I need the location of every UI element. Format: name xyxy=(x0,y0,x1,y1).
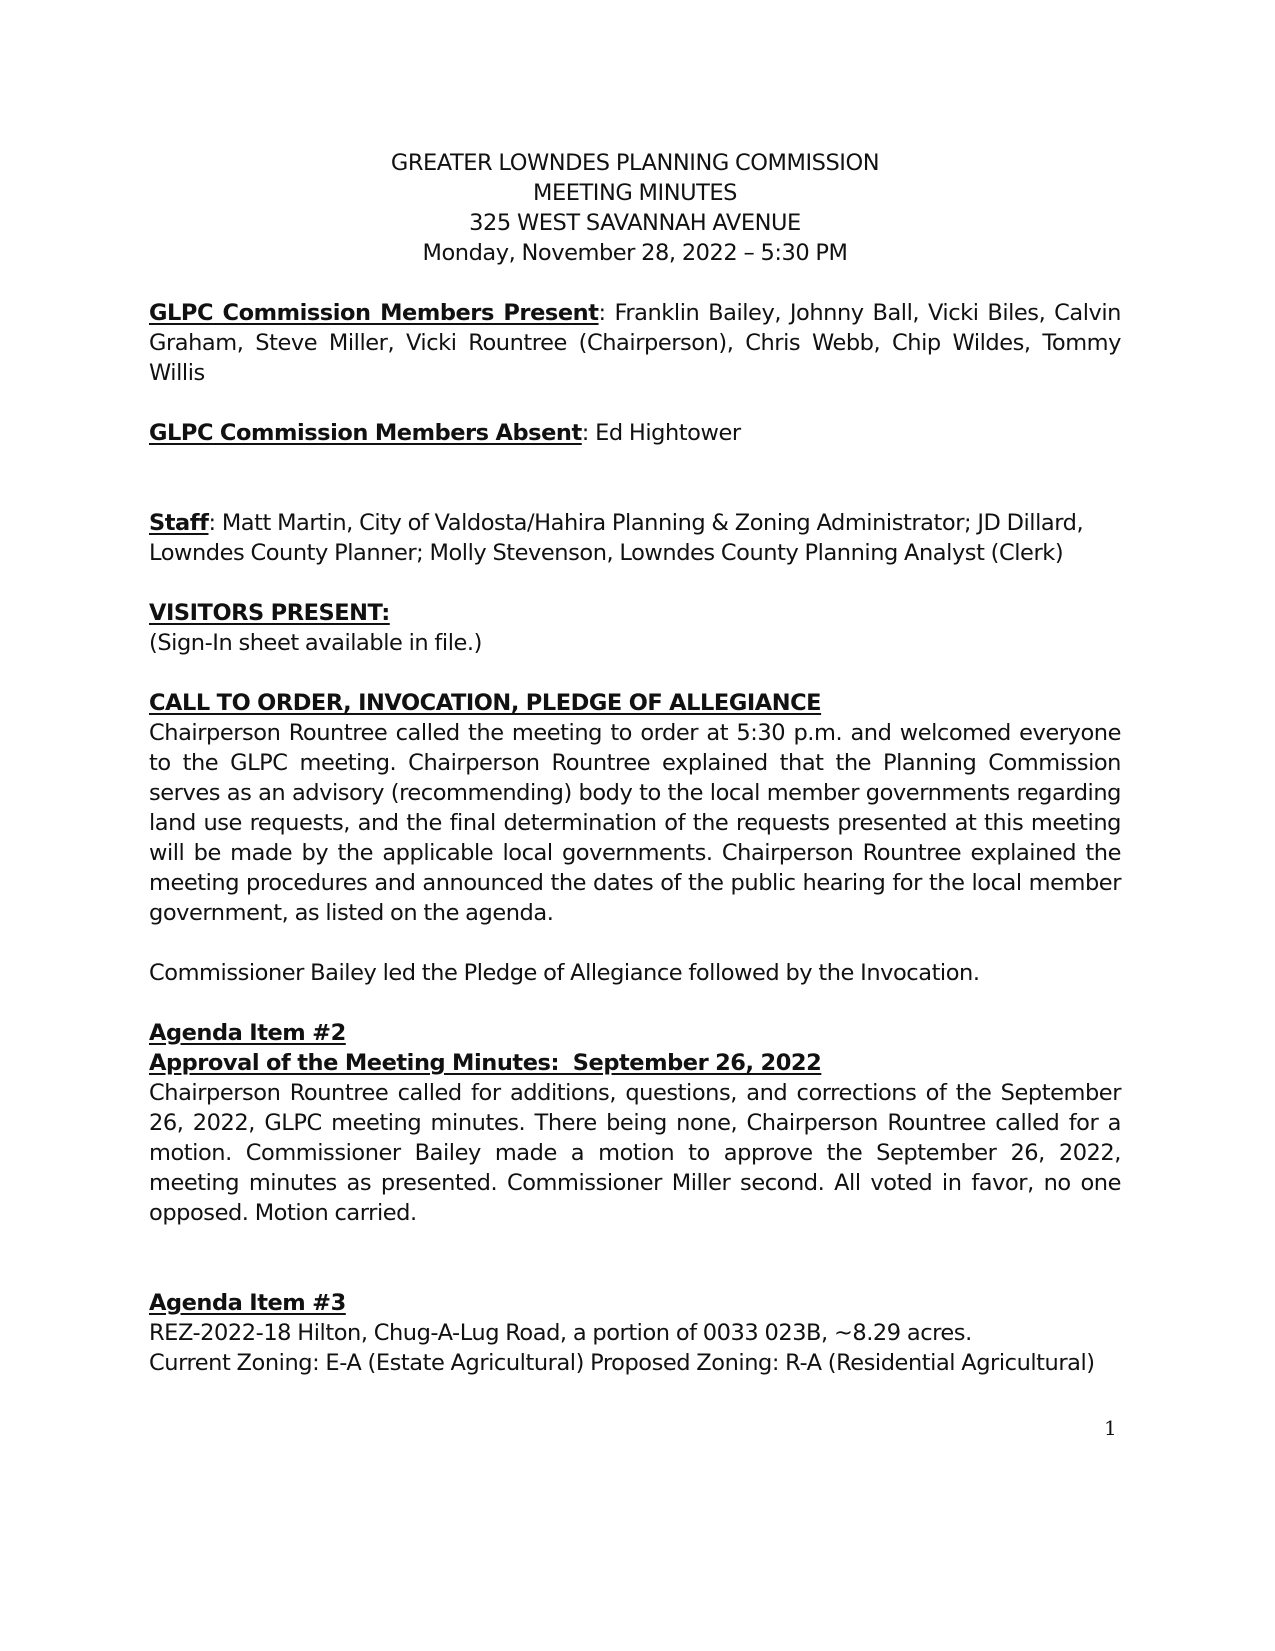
members-present-list: Franklin Bailey, Johnny Ball, Vicki Biles, Calvin Graham, Steve Miller, Vicki Rountree (Chairperson), Chris Webb, Chip Wildes, Tommy Willis xyxy=(149,300,1121,386)
members-absent-label: GLPC Commission Members Absent xyxy=(149,420,582,446)
call-to-order-paragraph: Chairperson Rountree called the meeting to order at 5:30 p.m. and welcomed everyone to the GLPC meeting. Chairperson Rountree explained that the Planning Commission serves as an advisory (recommending) body to the local member governments regarding land use requests, and the final determination of the requests presented at this meeting will be made by the applicable local governments. Chairperson Rountree explained the meeting procedures and announced the dates of the public hearing for the local member government, as listed on the agenda. xyxy=(149,720,1121,926)
members-present-label: GLPC Commission Members Present xyxy=(149,300,599,326)
staff-section xyxy=(149,508,1121,568)
agenda-item-2-paragraph: Chairperson Rountree called for additions, questions, and corrections of the September 26, 2022, GLPC meeting minutes. There being none, Chairperson Rountree called for a motion. Commissioner Bailey made a motion to approve the September 26, 2022, meeting minutes as presented. Commissioner Miller second. All voted in favor, no one opposed. Motion carried. xyxy=(149,1080,1121,1226)
organization-title: GREATER LOWNDES PLANNING COMMISSION xyxy=(390,150,880,176)
call-to-order-heading: CALL TO ORDER, INVOCATION, PLEDGE OF ALLEGIANCE xyxy=(149,690,822,716)
document-header xyxy=(149,148,1121,268)
agenda-item-3-zoning-line: Current Zoning: E-A (Estate Agricultural) Proposed Zoning: R-A (Residential Agricultural) xyxy=(149,1350,1095,1376)
pledge-paragraph: Commissioner Bailey led the Pledge of Allegiance followed by the Invocation. xyxy=(149,960,980,986)
meeting-date: Monday, November 28, 2022 – 5:30 PM xyxy=(422,240,848,266)
members-absent-separator: : xyxy=(581,420,589,446)
staff-list: Matt Martin, City of Valdosta/Hahira Planning & Zoning Administrator; JD Dillard, Lowndes County Planner; Molly Stevenson, Lowndes County Planning Analyst (Clerk) xyxy=(149,510,1084,566)
members-absent-list: Ed Hightower xyxy=(588,420,741,446)
members-present-section xyxy=(149,298,1121,388)
minutes-page xyxy=(149,148,1121,1408)
agenda-item-3-heading: Agenda Item #3 xyxy=(149,1290,346,1316)
document-title: MEETING MINUTES xyxy=(533,180,737,206)
agenda-item-3-case-line: REZ-2022-18 Hilton, Chug-A-Lug Road, a portion of 0033 023B, ~8.29 acres. xyxy=(149,1320,972,1346)
visitors-heading: VISITORS PRESENT: xyxy=(149,600,390,626)
staff-label: Staff xyxy=(149,510,209,536)
agenda-item-2-heading: Agenda Item #2 xyxy=(149,1020,346,1046)
page-number: 1 xyxy=(1104,1416,1117,1440)
call-to-order-section xyxy=(149,688,1121,928)
agenda-item-2-subheading: Approval of the Meeting Minutes: September 26, 2022 xyxy=(149,1050,822,1076)
staff-separator: : xyxy=(208,510,216,536)
visitors-note: (Sign-In sheet available in file.) xyxy=(149,630,482,656)
agenda-item-2-section xyxy=(149,1018,1121,1228)
agenda-item-3-section xyxy=(149,1288,1121,1378)
meeting-address: 325 WEST SAVANNAH AVENUE xyxy=(469,210,801,236)
members-absent-section xyxy=(149,418,1121,448)
members-present-separator: : xyxy=(598,300,606,326)
visitors-section xyxy=(149,598,1121,658)
